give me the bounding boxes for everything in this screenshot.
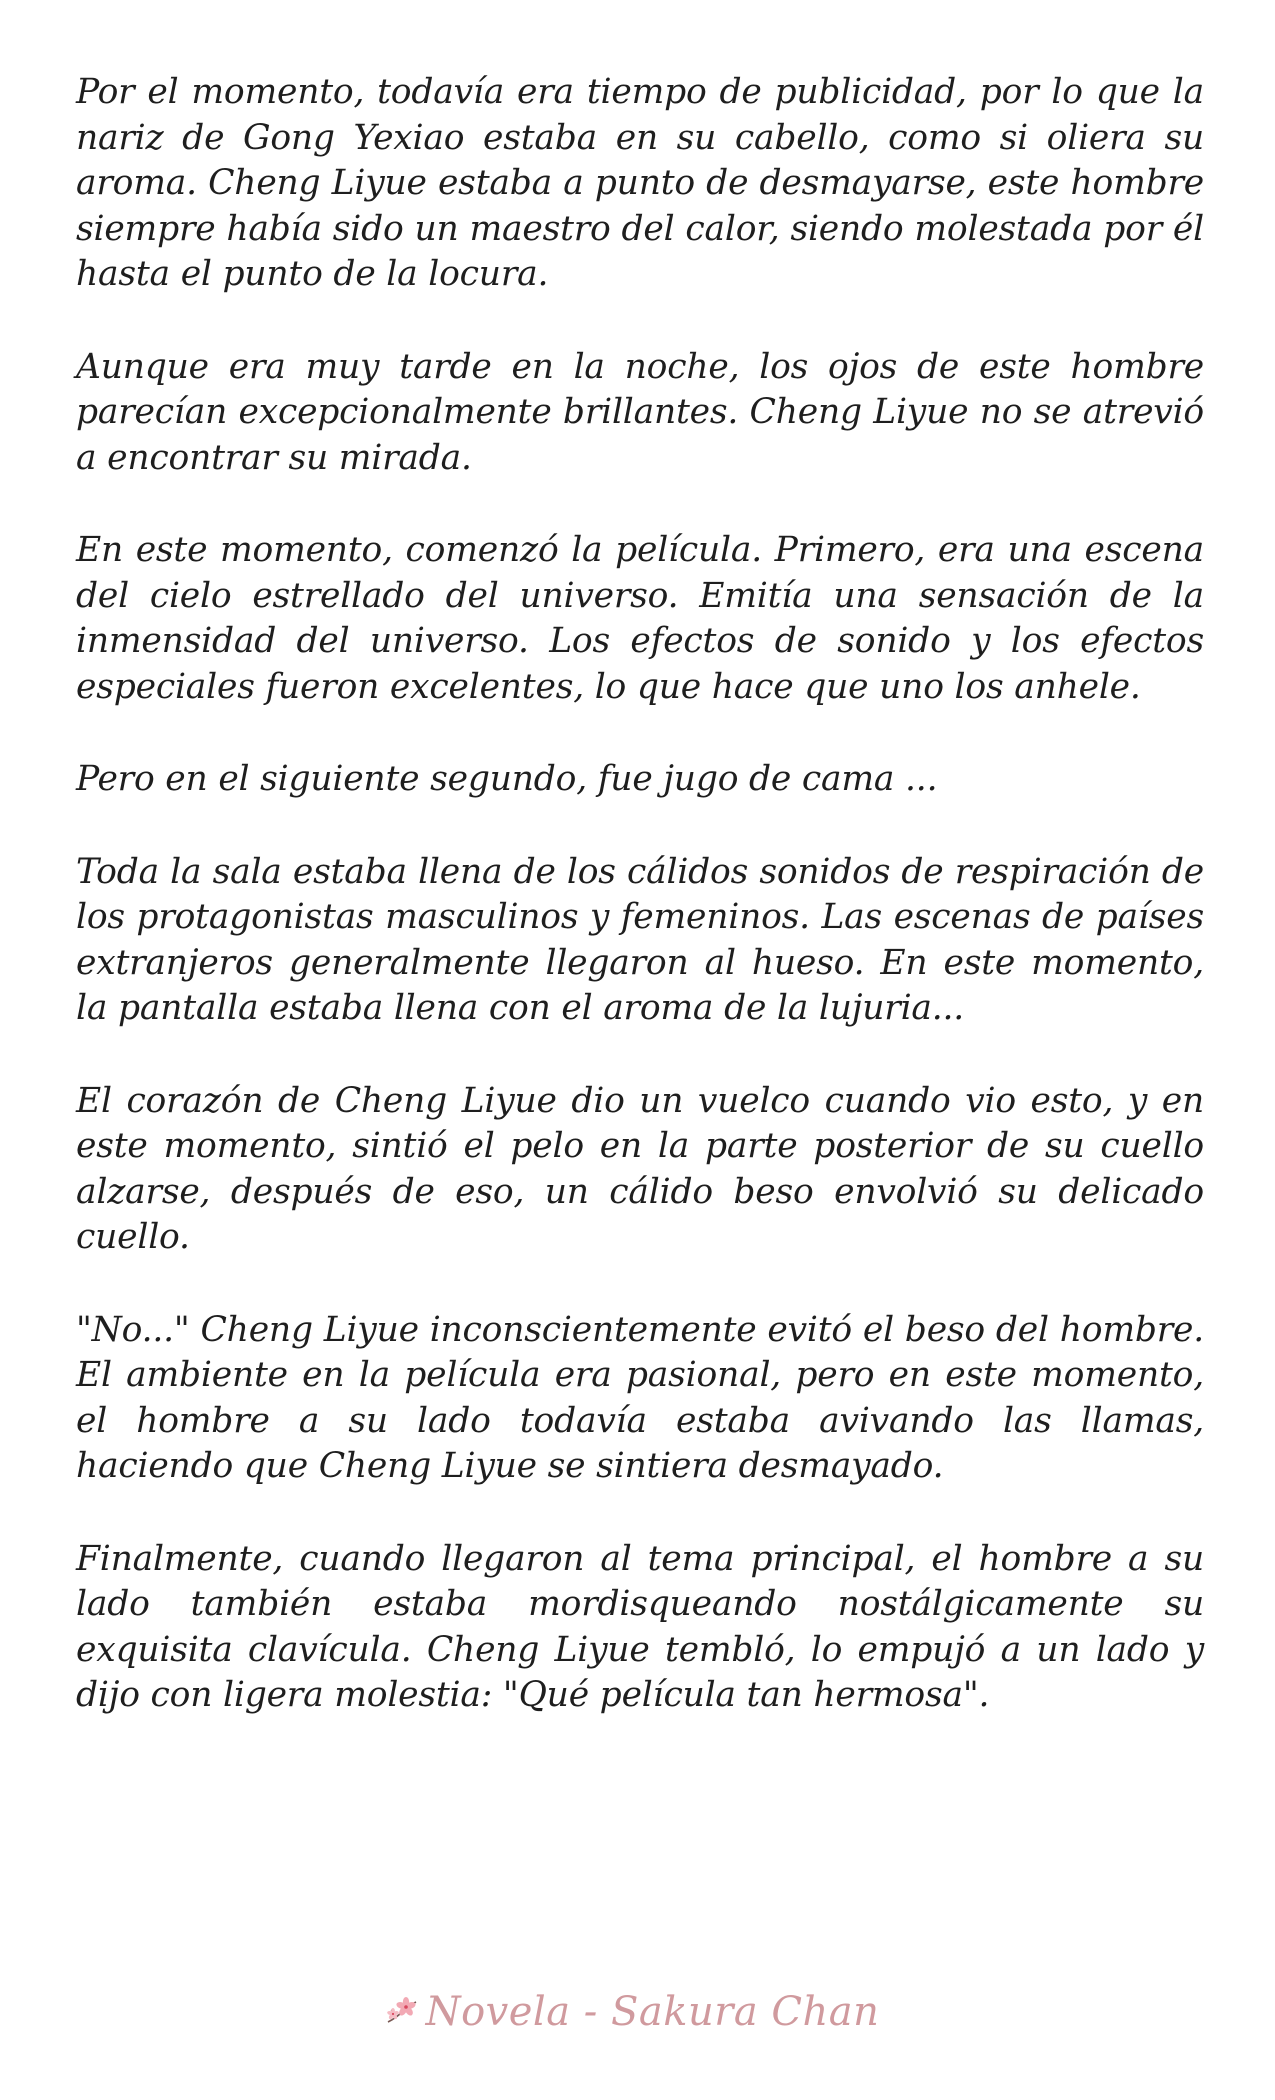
paragraph-2: Aunque era muy tarde en la noche, los ojos de este hombre parecían excepcionalmente brillantes. Cheng Liyue no se atrevió a encontrar su mirada. [76,346,1204,478]
watermark [0,1982,1275,2042]
paragraph-7: "No..." Cheng Liyue inconscientemente evitó el beso del hombre. El ambiente en la película era pasional, pero en este momento, el hombre a su lado todavía estaba avivando las llamas, haciendo que Cheng Liyue se sintiera desmayado. [76,1309,1204,1486]
paragraph-1: Por el momento, todavía era tiempo de publicidad, por lo que la nariz de Gong Yexiao estaba en su cabello, como si oliera su aroma. Cheng Liyue estaba a punto de desmayarse, este hombre siempre había sido un maestro del calor, siendo molestada por él hasta el punto de la locura. [76,72,1204,294]
paragraph-6: El corazón de Cheng Liyue dio un vuelco cuando vio esto, y en este momento, sintió el pelo en la parte posterior de su cuello alzarse, después de eso, un cálido beso envolvió su delicado cuello. [76,1080,1204,1257]
paragraph-8: Finalmente, cuando llegaron al tema principal, el hombre a su lado también estaba mordisqueando nostálgicamente su exquisita clavícula. Cheng Liyue tembló, lo empujó a un lado y dijo con ligera molestia: "Qué película tan hermosa". [76,1538,1204,1715]
sakura-blossom-icon [382,1992,422,2032]
watermark-text: Novela - Sakura Chan [425,1989,880,2035]
paragraph-5: Toda la sala estaba llena de los cálidos sonidos de respiración de los protagonistas masculinos y femeninos. Las escenas de países extranjeros generalmente llegaron al hueso. En este momento, la pantalla estaba llena con el aroma de la lujuria... [76,851,1204,1028]
document-body [76,70,1204,1766]
paragraph-4: Pero en el siguiente segundo, fue jugo de cama ... [76,759,938,799]
paragraph-3: En este momento, comenzó la película. Primero, era una escena del cielo estrellado del universo. Emitía una sensación de la inmensidad del universo. Los efectos de sonido y los efectos especiales fueron excelentes, lo que hace que uno los anhele. [76,530,1204,707]
